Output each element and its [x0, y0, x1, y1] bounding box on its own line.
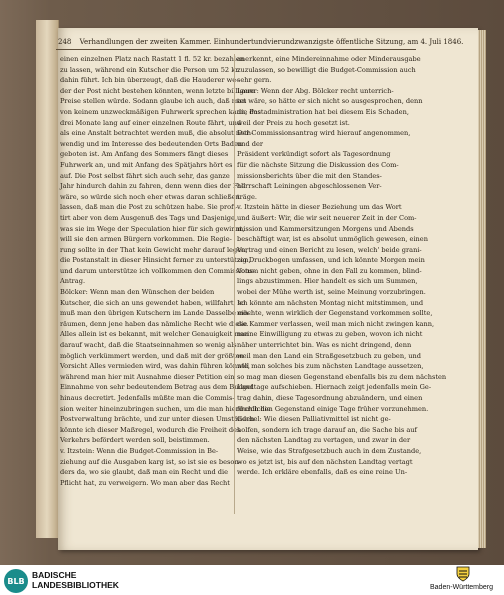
text-line: und darum unterstütze ich vollkommen den Commissions-	[60, 266, 255, 275]
text-line: sehr gern.	[237, 76, 272, 85]
text-line: lassen, daß man die Post zu schützen habe. Sie profi-	[60, 203, 238, 212]
text-line: Postverwaltung brächte, und zur unter diesen Umständen	[60, 415, 255, 424]
text-line: Alles allein ist es bekannt, mit welcher Genauigkeit man	[60, 330, 249, 339]
text-line: räumen, denn jene haben das nämliche Recht wie diese.	[60, 319, 249, 328]
text-line: Weise, wie das Strafgesetzbuch auch in dem Zustande,	[237, 446, 422, 455]
text-line: herrschaft Leiningen abgeschlossenen Ver-	[237, 182, 382, 191]
text-line: Der Commissionsantrag wird hierauf angenommen,	[237, 129, 411, 138]
text-line: weil der Preis zu hoch gesetzt ist.	[237, 118, 350, 127]
text-line: Lauer: Wenn der Abg. Bölcker recht unterrich-	[237, 86, 394, 95]
text-line: als eine Anstalt betrachtet werden muß, die absolut noth-	[60, 129, 254, 138]
text-line: trag dahin, diese Tagesordnung abzuändern, und einen	[237, 394, 423, 402]
text-line: tirt aber von dem Ausgenuß des Tags und Dasjenige,	[60, 213, 238, 222]
text-line: Fuhrwerk an, und mit Anfang des Spätjahrs hört es	[60, 160, 233, 169]
text-line: Landtage aufschieben. Hiernach zeigt jedenfalls mein Ge-	[237, 383, 432, 392]
text-line: was sie im Wege der Speculation hier für sich gewinnt,	[60, 224, 245, 233]
header-rule	[56, 49, 416, 50]
text-line: der der Post nicht bestehen könnten, wenn letzte billigere	[60, 86, 255, 95]
text-line: drei Monate lang auf einer einzelnen Route fährt, und	[60, 118, 242, 127]
text-line: die Postanstalt in dieser Hinsicht ferner zu unterstützen,	[60, 256, 251, 265]
text-line: geboten ist. Am Anfang des Sommers fängt dieses	[60, 150, 229, 159]
page-number: 248	[58, 38, 72, 46]
text-line: dahin führt. Ich bin überzeugt, daß die Hauderer we-	[60, 76, 239, 85]
text-line: anerkennt, eine Mindereinnahme oder Minderausgabe	[237, 55, 421, 63]
text-line: Kutscher, die sich an uns gewendet haben, willfahrt, so	[60, 298, 246, 307]
text-line: meine Einwilligung zu etwas zu geben, wovon ich nicht	[237, 330, 423, 339]
text-line: Pflicht hat, zu verweigern. Wo man aber das Recht	[60, 478, 230, 487]
text-line: Bölcker: Wenn man den Wünschen der beiden	[60, 288, 215, 297]
text-line: weil man den Land ein Straßgesetzbuch zu geben, und	[237, 351, 421, 360]
text-line: lings abzustimmen. Hier handelt es sich um Summen,	[237, 277, 418, 286]
bw-wordmark: Baden-Württemberg	[430, 584, 494, 591]
text-line: Jahr hindurch dahin zu fahren, denn wenn dies der Fall	[60, 182, 246, 191]
text-line: näher unterrichtet bin. Was es nicht dringend, denn	[237, 341, 412, 350]
text-line: und äußert: Wir, die wir seit neuerer Zeit in der Com-	[237, 213, 417, 222]
text-line: holfen, sondern ich trage darauf an, die Sache bis auf	[237, 425, 417, 434]
text-line: Verkehrs befördert werden soll, beistimmen.	[60, 436, 210, 445]
text-line: Vertrag und einen Bericht zu lesen, welch' beide grani-	[237, 245, 422, 254]
text-line: Preise stellen würde. Sodann glaube ich auch, daß man	[60, 97, 247, 106]
text-line: zig Druckbogen umfassen, und ich könnte Morgen mein	[237, 256, 425, 265]
text-line: die Kammer verlassen, weil man mich nicht zwingen kann,	[237, 319, 435, 328]
header-session: Einhundertundvierundzwanzigste öffentliche Sitzung, am 4. Juli 1846.	[213, 38, 464, 46]
text-line: wo es jetzt ist, bis auf den nächsten Landtag vertagt	[237, 457, 413, 466]
text-line: v. Itzstein hätte in dieser Beziehung um das Wort	[237, 203, 402, 212]
running-header	[58, 38, 464, 46]
text-line: hinaus decretirt. Jedenfalls müßte man die Commis-	[60, 394, 235, 402]
text-line: Einnahme von sehr bedeutendem Betrag aus dem Budget	[60, 383, 254, 392]
text-line: wäre, so würde sich noch eher etwas daran schließen	[60, 192, 240, 201]
text-line: ders da, wo sie glaubt, daß man ein Recht und die	[60, 468, 228, 477]
text-line: werde. Ich erkläre ebenfalls, daß es eine reine Un-	[237, 468, 408, 477]
text-line: auf. Die Post selbst fährt sich auch sehr, das ganze	[60, 171, 230, 180]
book-gutter	[36, 20, 59, 538]
coat-of-arms-icon	[456, 566, 470, 582]
text-line: möglich verkümmert werden, und daß mit der größten	[60, 351, 244, 360]
header-title: Verhandlungen der zweiten Kammer.	[79, 38, 212, 46]
blb-line-1: BADISCHE	[32, 570, 77, 580]
text-line: will sie den armen Bürgern vorkommen. Die Regie-	[60, 235, 232, 244]
text-line: Gerbel: Wie diesen Palliativmittel ist nicht ge-	[237, 415, 391, 424]
text-line: zuzulassen, so bewilligt die Budget-Commission auch	[237, 65, 416, 74]
text-line: während man hier mit Ausnahme dieser Petition ein	[60, 372, 235, 381]
text-line: so mag man diesen Gegenstand ebenfalls bis zu dem nächsten	[237, 372, 447, 381]
text-line: darauf wacht, daß die Staatseinnahmen so wenig als	[60, 341, 237, 350]
text-line: will man solches bis zum nächsten Landtage aussetzen,	[237, 362, 424, 371]
text-line: träge.	[237, 192, 257, 201]
column-divider	[234, 54, 235, 514]
text-line: Präsident verkündigt sofort als Tagesordnung	[237, 150, 391, 159]
text-line: beschäftigt war, ist es absolut unmöglich gewesen, einen	[237, 235, 428, 244]
text-line: für die nächste Sitzung die Diskussion des Com-	[237, 160, 399, 169]
right-text-column	[237, 54, 447, 478]
text-line: firchlichen Gegenstand einige Tage früher vorzunehmen.	[237, 404, 429, 413]
text-line: Antrag.	[60, 277, 86, 286]
blb-logo: BLB	[4, 569, 28, 593]
text-line: zu lassen, während ein Kutscher die Person um 52 kr.	[60, 65, 240, 74]
text-line: Votum nicht geben, ohne in den Fall zu kommen, blind-	[237, 266, 422, 275]
text-line: mission und Kammersitzungen Morgens und Abends	[237, 224, 414, 233]
text-line: Ich könnte am nächsten Montag nicht mitstimmen, und	[237, 298, 424, 307]
page-edge	[478, 30, 486, 548]
text-line: wendig und im Interesse des bedeutenden Orts Baden	[60, 139, 243, 148]
text-line: Vorsicht Alles vermieden wird, was dahin führen könnte,	[60, 362, 250, 371]
text-line: die Postadministration hat bei diesem Eis Schaden,	[237, 107, 409, 116]
text-line: den nächsten Landtag zu vertagen, und zwar in der	[237, 436, 411, 445]
text-line: einen einzelnen Platz nach Rastatt 1 fl. 52 kr. bezahlen	[60, 55, 245, 63]
blb-line-2: LANDESBIBLIOTHEK	[32, 580, 119, 590]
text-line: wobei der Mühe werth ist, seine Meinung vorzubringen.	[237, 288, 426, 297]
blb-wordmark	[32, 570, 119, 590]
text-line: tet wäre, so hätte er sich nicht so ausgesprochen, denn	[237, 97, 423, 106]
text-line: möchte, wenn wirklich der Gegenstand vorkommen sollte,	[237, 309, 433, 318]
text-line: v. Itzstein: Wenn die Budget-Commission in Be-	[60, 446, 219, 455]
text-line: sion weiter hineinzubringen suchen, um die man hierdurch die	[60, 404, 271, 413]
text-line: könnte ich dieser Maßregel, wodurch die Freiheit des	[60, 425, 241, 434]
text-line: muß man den übrigen Kutschern im Lande Dasselbe ein-	[60, 309, 251, 318]
text-line: ziehung auf die Ausgaben karg ist, so ist sie es beson-	[60, 457, 241, 466]
text-line: von keinem unzweckmäßigen Fuhrwerk sprechen kann, das	[60, 107, 261, 116]
text-line: und der	[237, 139, 264, 148]
text-line: missionsberichts über die mit den Standes-	[237, 171, 382, 180]
text-line: rung sollte in der That kein Gewicht mehr darauf legen,	[60, 245, 248, 254]
